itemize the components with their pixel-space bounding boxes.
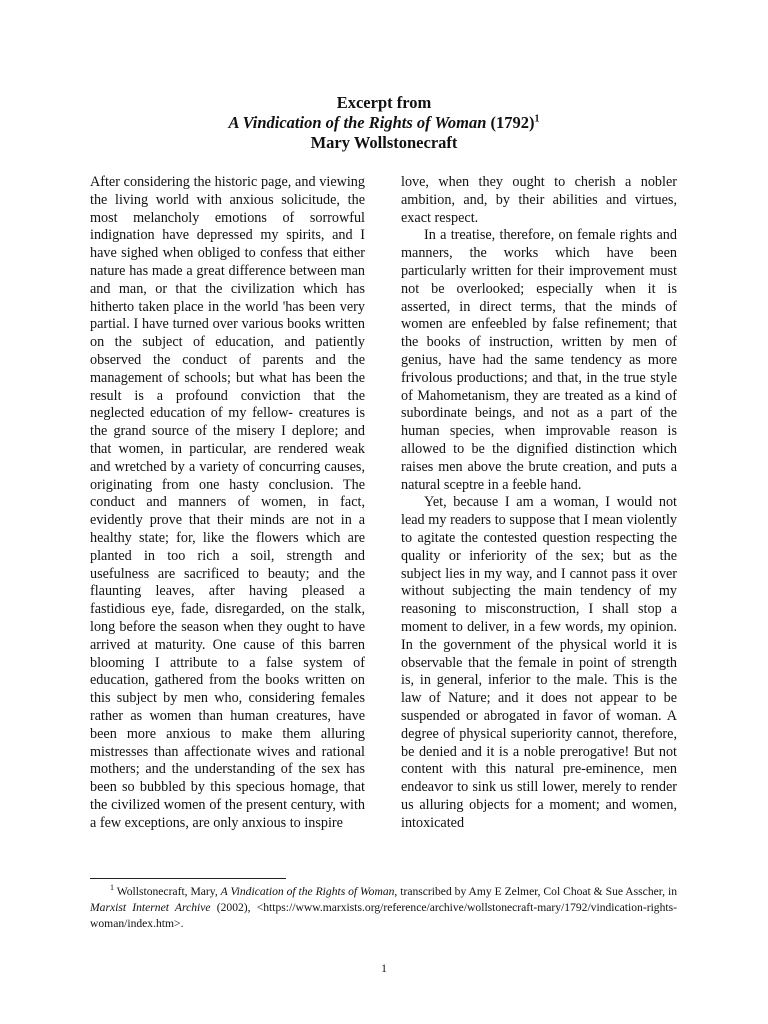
body-paragraph: After considering the historic page, and viewing the living world with anxious solicitude, the most melancholy emotions of sorrowful indignation have depressed my spirits, and I have sighed when obliged to confess that either nature has made a great difference between man and man, or that the civilization which has hitherto taken place in the world 'has been very partial. I have turned over various books written on the subject of education, and patiently observed the conduct of parents and the management of schools; but what has been the result is a profound conviction that the neglected education of my fellow- creatures is the grand source of the misery I deplore; and that women, in particular, are rendered weak and wretched by a variety of concurring causes, originating from one hasty conclusion. The conduct and manners of women, in fact, evidently prove that their minds are not in a healthy state; for, like the flowers which are planted in too rich a soil, strength and usefulness are sacrificed to beauty; and the flaunting leaves, after having pleased a fastidious eye, fade, disregarded, on the stalk, long before the season when they ought to have arrived at maturity. One cause of this barren blooming I attribute to a false system of education, gathered from the books written on this subject by men who, considering females rather as women than human creatures, have been more anxious to make them alluring mistresses than affectionate wives and rational mothers; and the understanding of the sex has been so bubbled by this specious homage, that the civilized women of the present century, with a few exceptions, are only anxious to inspire — [90, 174, 365, 831]
left-column — [90, 174, 365, 832]
right-column — [401, 174, 677, 832]
title-author: Mary Wollstonecraft — [310, 133, 458, 152]
title-book-line — [0, 113, 768, 133]
footnote-text-middle: , transcribed by Amy E Zelmer, Col Choat & Sue Asscher, in — [394, 885, 677, 898]
title-excerpt-line: Excerpt from — [336, 93, 432, 112]
body-paragraph: Yet, because I am a woman, I would not lead my readers to suppose that I mean violently to agitate the contested question respecting the quality or inferiority of the sex; but as the subject lies in my way, and I cannot pass it over without subjecting the main tendency of my reasoning to misconstruction, I shall stop a moment to deliver, in a few words, my opinion. In the government of the physical world it is observable that the female in point of strength is, in general, inferior to the male. This is the law of Nature; and it does not appear to be suspended or abrogated in favor of woman. A degree of physical superiority cannot, therefore, be denied and it is a noble prerogative! But not content with this natural pre-eminence, men endeavor to sink us still lower, merely to render us alluring objects for a moment; and women, intoxicated — [401, 494, 677, 831]
body-paragraph: In a treatise, therefore, on female rights and manners, the works which have been particularly written for their improvement must not be overlooked; especially when it is asserted, in direct terms, that the minds of women are enfeebled by false refinement; that the books of instruction, written by men of genius, have had the same tendency as more frivolous productions; and that, in the true style of Mahometanism, they are treated as a kind of subordinate beings, and not as a part of the human species, when improvable reason is allowed to be the dignified distinction which raises men above the brute creation, and puts a natural sceptre in a feeble hand. — [401, 227, 677, 493]
footnote-marker: 1 — [110, 883, 114, 893]
footnote — [90, 884, 677, 932]
title-year: (1792) — [490, 113, 535, 132]
document-title — [0, 93, 768, 153]
title-footnote-marker[interactable]: 1 — [534, 113, 540, 125]
footnote-book-title: A Vindication of the Rights of Woman — [220, 885, 395, 898]
footnote-text-before: Wollstonecraft, Mary, — [116, 885, 218, 898]
title-book-name: A Vindication of the Rights of Woman — [228, 113, 487, 132]
footnote-url[interactable]: (2002), <https://www.marxists.org/reference/archive/wollstonecraft-mary/1792/vindication-rights-woman/index.htm>. — [90, 901, 677, 930]
footnote-divider — [90, 878, 286, 879]
body-paragraph-continuation: love, when they ought to cherish a nobler ambition, and, by their abilities and virtues, exact respect. — [401, 174, 677, 226]
page-number: 1 — [381, 962, 387, 975]
footnote-archive-name: Marxist Internet Archive — [90, 901, 211, 914]
